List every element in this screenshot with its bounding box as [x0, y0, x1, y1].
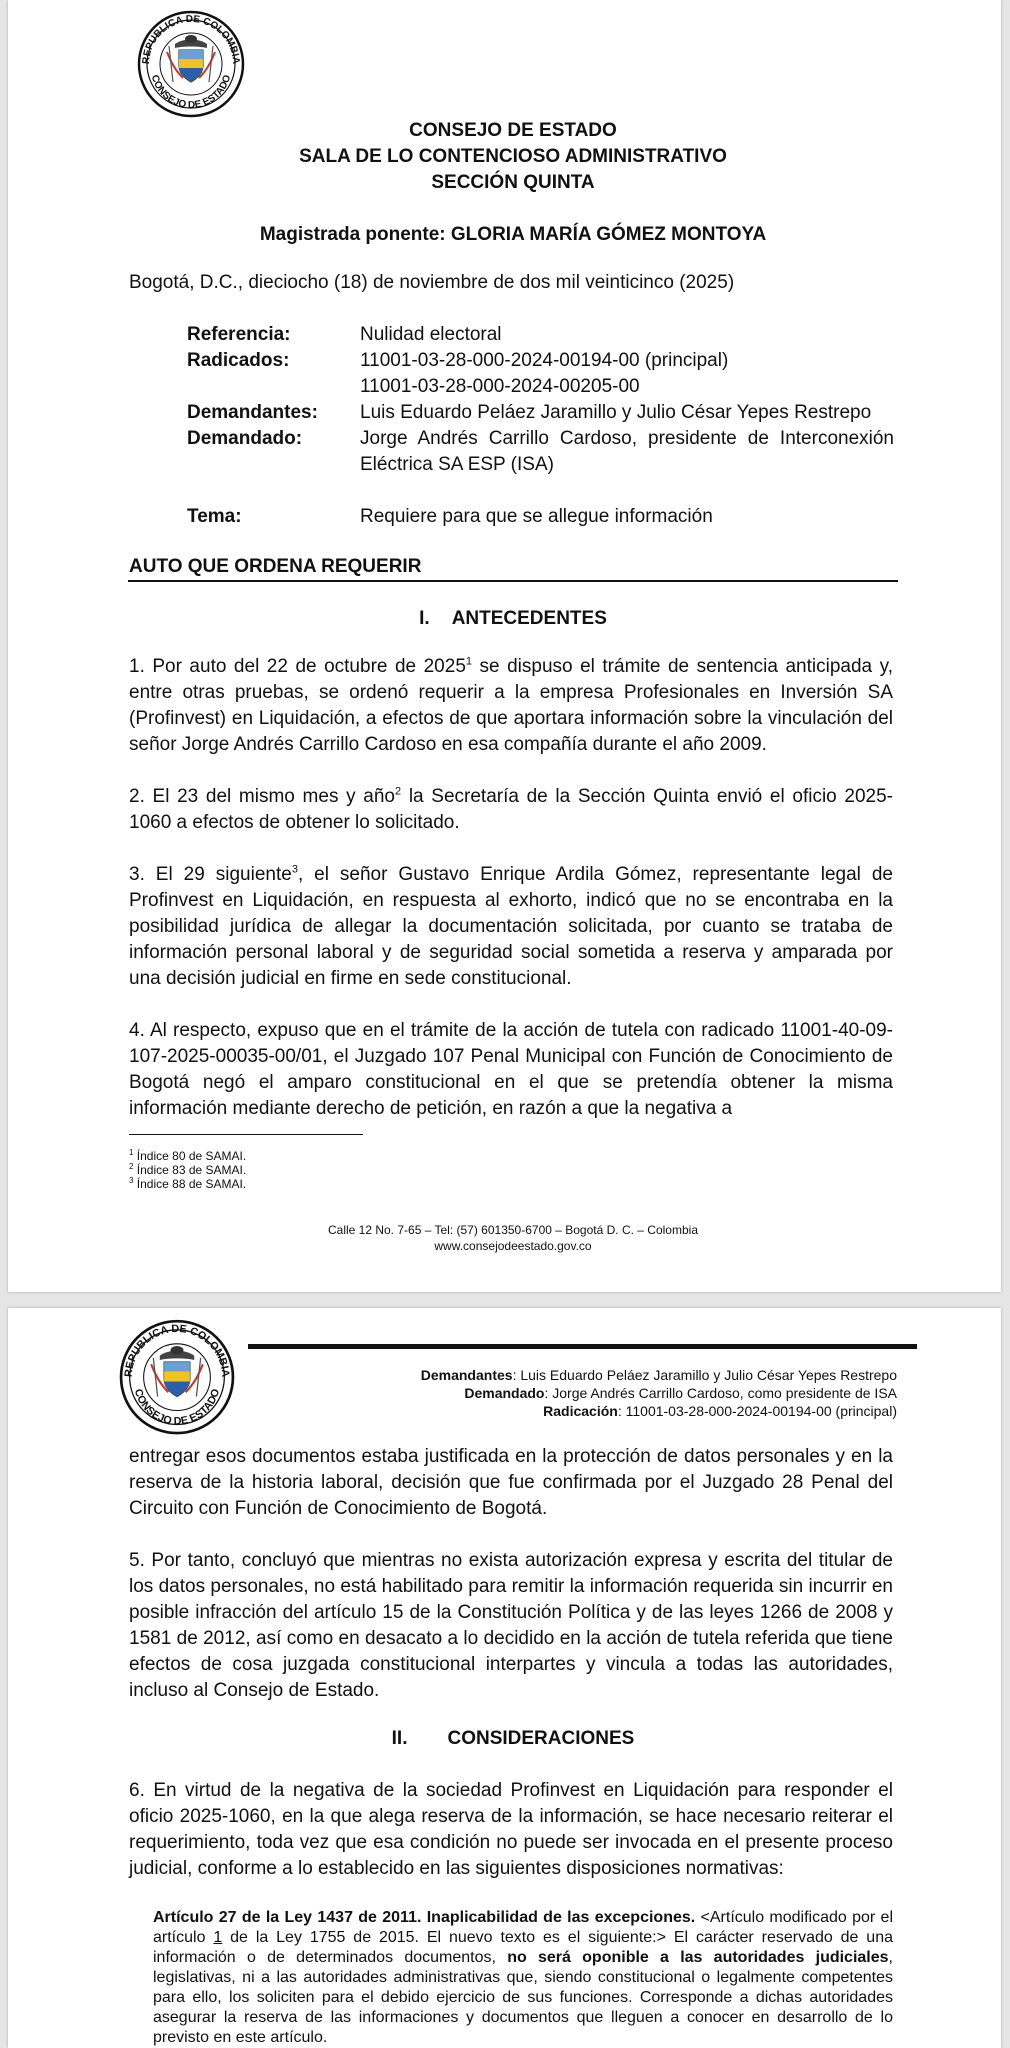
section-number: II.: [391, 1728, 408, 1749]
paragraph-2: 2. El 23 del mismo mes y año$^2$ la Secretaría de la Sección Quinta envió el oficio 2025-1060 a efectos de obtener lo solicitado.: [129, 785, 894, 833]
svg-text:REPUBLICA DE COLOMBIA: REPUBLICA DE COLOMBIA: [140, 13, 242, 65]
header-demandantes: Demandantes: Luis Eduardo Peláez Jaramillo y Julio César Yepes Restrepo: [420, 1367, 897, 1383]
demandantes-label: Demandantes:: [187, 402, 318, 423]
document-page-1: [8, 0, 1001, 1292]
article-link[interactable]: 1: [213, 1929, 223, 1946]
header-demandado: Demandado: Jorge Andrés Carrillo Cardoso, como presidente de ISA: [464, 1385, 897, 1401]
footnote-2: $^2$ Índice 83 de SAMAI.: [129, 1162, 247, 1177]
paragraph-5: 5. Por tanto, concluyó que mientras no exista autorización expresa y escrita del titular de los datos personales, no está habilitado para remitir la información requerida sin incurrir en posible infracción del artículo 15 de la Constitución Política y de las leyes 1266 de 2008 y 1581 de 2012, así como en desacato a lo decidido en la acción de tutela referida que tiene efectos de cosa juzgada constitucional interpartes y vincula a todas las autoridades, incluso al Consejo de Estado.: [129, 1550, 893, 1701]
svg-text:CONSEJO DE ESTADO: CONSEJO DE ESTADO: [148, 73, 234, 112]
section-name: SECCIÓN QUINTA: [431, 172, 595, 193]
svg-text:REPUBLICA DE COLOMBIA: REPUBLICA DE COLOMBIA: [122, 1322, 232, 1378]
demandado-value: Jorge Andrés Carrillo Cardoso, presidente de Interconexión Eléctrica SA ESP (ISA): [360, 428, 894, 475]
section-title: ANTECEDENTES: [451, 608, 607, 629]
footer-website[interactable]: www.consejodeestado.gov.co: [434, 1239, 592, 1253]
section-heading-consideraciones: [8, 1726, 1001, 1752]
radicado-secundario: 11001-03-28-000-2024-00205-00: [360, 376, 640, 397]
paragraph-3: 3. El 29 siguiente$^3$, el señor Gustavo Enrique Ardila Gómez, representante legal de Profinvest en Liquidación, en respuesta al exhorto, indicó que no se encontraba en la posibilidad jurídica de allegar la documentación solicitada, por cuanto se trataba de información personal laboral y de seguridad social sometida a reserva y amparada por una decisión judicial en firme en sede constitucional.: [129, 863, 893, 989]
radicados-label: Radicados:: [187, 350, 290, 371]
demandado-label: Demandado:: [187, 428, 303, 449]
ponente-line: Magistrada ponente: GLORIA MARÍA GÓMEZ MONTOYA: [259, 224, 767, 245]
chamber-name: SALA DE LO CONTENCIOSO ADMINISTRATIVO: [299, 146, 727, 167]
document-page-2: [8, 1308, 1001, 2048]
tema-label: Tema:: [187, 506, 242, 527]
paragraph-6: 6. En virtud de la negativa de la sociedad Profinvest en Liquidación para responder el oficio 2025-1060, en la que alega reserva de la información, se hace necesario reiterar el requerimiento, toda vez que esa condición no puede ser invocada en el presente proceso judicial, conforme a lo establecido en las siguientes disposiciones normativas:: [129, 1780, 893, 1879]
footnote-ref-1: 1: [465, 655, 473, 668]
legal-quote: Artículo 27 de la Ley 1437 de 2011. Inaplicabilidad de las excepciones. <Artículo modificado por el artículo 1 de la Ley 1755 de 2015. El nuevo texto es el siguiente:> El carácter reservado de una información o de determinados documentos, no será oponible a las autoridades judiciales, legislativas, ni a las autoridades administrativas que, siendo constitucional o legalmente competentes para ello, los soliciten para el debido ejercicio de sus funciones. Corresponde a dichas autoridades asegurar la reserva de las informaciones y documentos que lleguen a conocer en desarrollo de lo previsto en este artículo.: [153, 1909, 894, 2046]
footnote-3: $^3$ Índice 88 de SAMAI.: [129, 1176, 247, 1191]
section-heading-antecedentes: [8, 606, 1001, 632]
paragraph-4-continuation: entregar esos documentos estaba justificada en la protección de datos personales y en la reserva de la historia laboral, decisión que fue confirmada por el Juzgado 28 Penal del Circuito con Función de Conocimiento de Bogotá.: [129, 1446, 893, 1519]
svg-text:CONSEJO DE ESTADO: CONSEJO DE ESTADO: [131, 1387, 223, 1428]
footnote-ref-3: 3: [291, 863, 298, 876]
referencia-label: Referencia:: [187, 324, 291, 345]
tema-value: Requiere para que se allegue información: [360, 506, 713, 527]
header-rule: [248, 1344, 917, 1349]
paragraph-1: 1. Por auto del 22 de octubre de 2025$^1$ se dispuso el trámite de sentencia anticipada y, entre otras pruebas, se ordenó requerir a la empresa Profesionales en Inversión SA (Profinvest) en Liquidación, a efectos de que aportara información sobre la vinculación del señor Jorge Andrés Carrillo Cardoso en esa compañía durante el año 2009.: [129, 655, 893, 755]
footnote-1: $^1$ Índice 80 de SAMAI.: [129, 1148, 247, 1163]
referencia-value: Nulidad electoral: [360, 324, 502, 345]
section-number: I.: [419, 608, 430, 629]
paragraph-4: 4. Al respecto, expuso que en el trámite de la acción de tutela con radicado 11001-40-09-107-2025-00035-00/01, el Juzgado 107 Penal Municipal con Función de Conocimiento de Bogotá negó el amparo constitucional en el que se pretendía obtener la misma información mediante derecho de petición, en razón a que la negativa a: [129, 1020, 893, 1119]
court-name: CONSEJO DE ESTADO: [409, 120, 617, 141]
consejo-de-estado-seal: [106, 1314, 248, 1436]
footnote-separator: [129, 1134, 363, 1135]
section-title: CONSIDERACIONES: [447, 1728, 635, 1749]
footer-address: Calle 12 No. 7-65 – Tel: (57) 601350-6700 – Bogotá D. C. – Colombia: [327, 1223, 698, 1237]
demandantes-value: Luis Eduardo Peláez Jaramillo y Julio César Yepes Restrepo: [360, 402, 872, 423]
footnote-ref-2: 2: [395, 785, 402, 798]
date-line: Bogotá, D.C., dieciocho (18) de noviembre de dos mil veinticinco (2025): [129, 272, 735, 293]
radicado-principal: 11001-03-28-000-2024-00194-00 (principal): [360, 350, 729, 371]
auto-title: AUTO QUE ORDENA REQUERIR: [129, 556, 422, 577]
auto-title-rule: [128, 580, 898, 582]
consejo-de-estado-seal: [125, 6, 257, 118]
header-radicacion: Radicación: 11001-03-28-000-2024-00194-00 (principal): [543, 1403, 897, 1419]
